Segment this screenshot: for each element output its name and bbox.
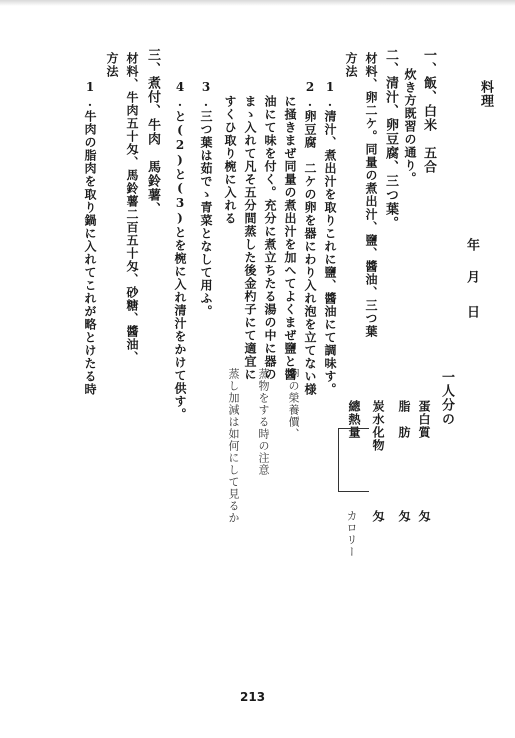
recipe-line-7: 2.卵豆腐 二ケの卵を器にわり入れ泡を立てない様 (303, 80, 317, 396)
recipe-line-12: 3.三つ葉は茹でゝ青菜となして用ふ。 (199, 80, 213, 318)
note-1: 卵の榮養價、 (287, 368, 300, 440)
header-subject: 料理 (478, 80, 493, 108)
nutrition-bracket (338, 428, 369, 492)
nutrition-unit-carbohydrate: 匁 (371, 510, 385, 523)
recipe-line-14: 三、煮付、牛肉 馬鈴薯、 (145, 48, 160, 216)
recipe-line-16: 方法 (105, 52, 119, 78)
recipe-line-4: 材料、卵二ケ。同量の煮出汁、鹽、醬油、三つ葉 (364, 52, 378, 338)
nutrition-unit-protein: 匁 (417, 510, 431, 523)
nutrition-unit-calories: カロリー (345, 510, 358, 558)
nutrition-row-protein: 蛋白質 (417, 400, 431, 439)
nutrition-row-fat: 脂 肪 (397, 400, 411, 439)
recipe-line-3: 二、清汁、卵豆腐、三つ葉。 (383, 48, 398, 230)
page-top-shadow (0, 0, 515, 6)
header-month: 月 (464, 270, 479, 284)
recipe-line-8: に掻きまぜ同量の煮出汁を加へてよくまぜ鹽と醬 (283, 95, 297, 381)
recipe-line-9: 油にて味を付く。充分に煮立ちたる湯の中に器の (263, 95, 277, 381)
nutrition-heading: 一人分の (439, 370, 454, 426)
recipe-line-2: 炊き方既習の通り。 (403, 68, 417, 185)
recipe-line-13: 4.と(2)と(3)とを椀に入れ清汁をかけて供す。 (173, 80, 187, 421)
recipe-line-15: 材料、牛肉五十匁、馬鈴薯二百五十匁、砂糖、醬油、 (125, 52, 139, 364)
recipe-line-10: まゝ入れて凡そ五分間蒸した後金杓子にて適宜に (243, 95, 257, 381)
note-2: 蒸物をする時の注意 (257, 368, 270, 476)
recipe-line-6: 1.清汁、煮出汁を取りこれに鹽、醬油にて調味す。 (323, 80, 337, 396)
recipe-line-11: すくひ取り椀に入れる (223, 95, 237, 225)
nutrition-row-total-calories: 總熱量 (347, 400, 361, 439)
nutrition-row-carbohydrate: 炭水化物 (371, 400, 385, 452)
header-day: 日 (464, 305, 479, 319)
recipe-line-17: 1.牛肉の脂肉を取り鍋に入れてこれが略とけたる時 (83, 80, 97, 396)
header-year: 年 (464, 238, 479, 252)
recipe-line-5: 方法 (344, 52, 358, 78)
page-number: 213 (240, 690, 266, 704)
recipe-line-1: 一、飯、白米 五合 (421, 48, 436, 174)
nutrition-unit-fat: 匁 (397, 510, 411, 523)
note-3: 蒸し加減は如何にして見るか (227, 368, 240, 524)
